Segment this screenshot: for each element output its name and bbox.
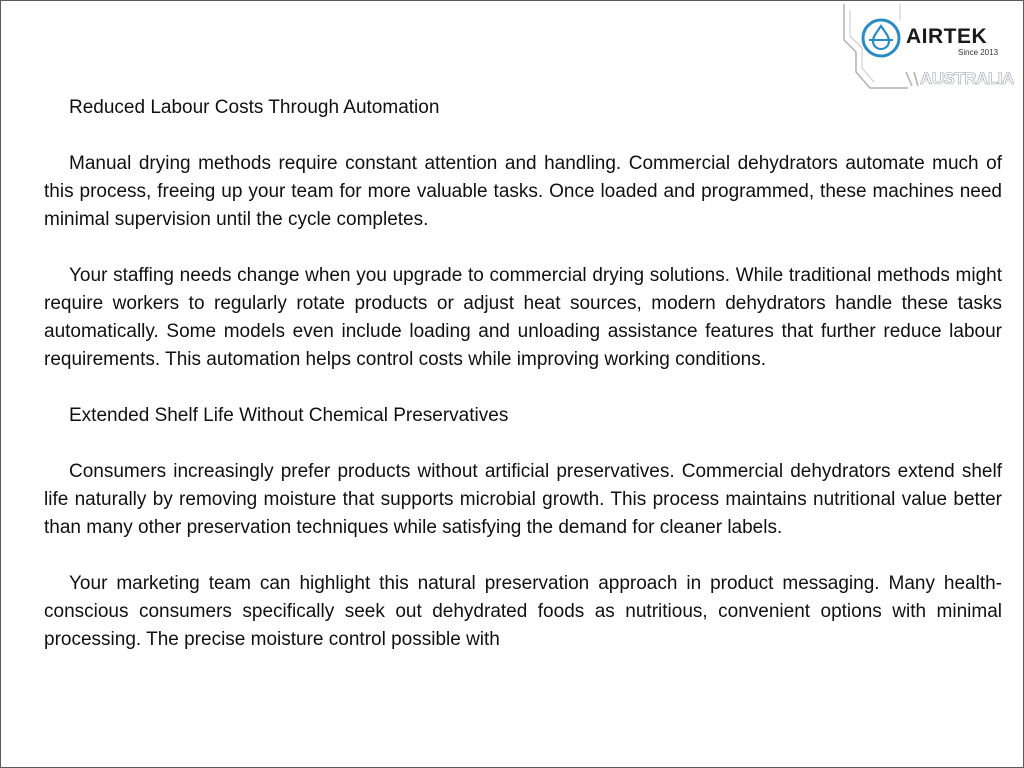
paragraph-staffing-needs: Your staffing needs change when you upgrade to commercial drying solutions. While traditional methods might require workers to regularly rotate products or adjust heat sources, modern dehydrators handle these tasks automatically. Some models even include loading and unloading assistance features that further reduce labour requirements. This automation helps control costs while improving working conditions.: [44, 265, 1002, 370]
paragraph-manual-drying: Manual drying methods require constant attention and handling. Commercial dehydrators automate much of this process, freeing up your team for more valuable tasks. Once loaded and programmed, these machines need minimal supervision until the cycle completes.: [44, 153, 1002, 230]
logo-since: Since 2013: [958, 48, 999, 57]
paragraph-consumers-prefer: Consumers increasingly prefer products without artificial preservatives. Commercial dehydrators extend shelf life naturally by removing moisture that supports microbial growth. This process maintains nutritional value better than many other preservation techniques while satisfying the demand for cleaner labels.: [44, 461, 1002, 538]
heading-labour-costs: Reduced Labour Costs Through Automation: [69, 97, 440, 118]
logo-brand: AIRTEK: [906, 25, 988, 48]
document-body: [44, 94, 1002, 654]
paragraph-marketing-team: Your marketing team can highlight this natural preservation approach in product messaging. Many health-conscious consumers specifically seek out dehydrated foods as nutritious, convenient options with minimal processing. The precise moisture control possible with: [44, 573, 1002, 650]
heading-shelf-life: Extended Shelf Life Without Chemical Preservatives: [69, 405, 509, 426]
logo-country: AUSTRALIA: [920, 69, 1014, 88]
airtek-logo: [840, 2, 1024, 92]
